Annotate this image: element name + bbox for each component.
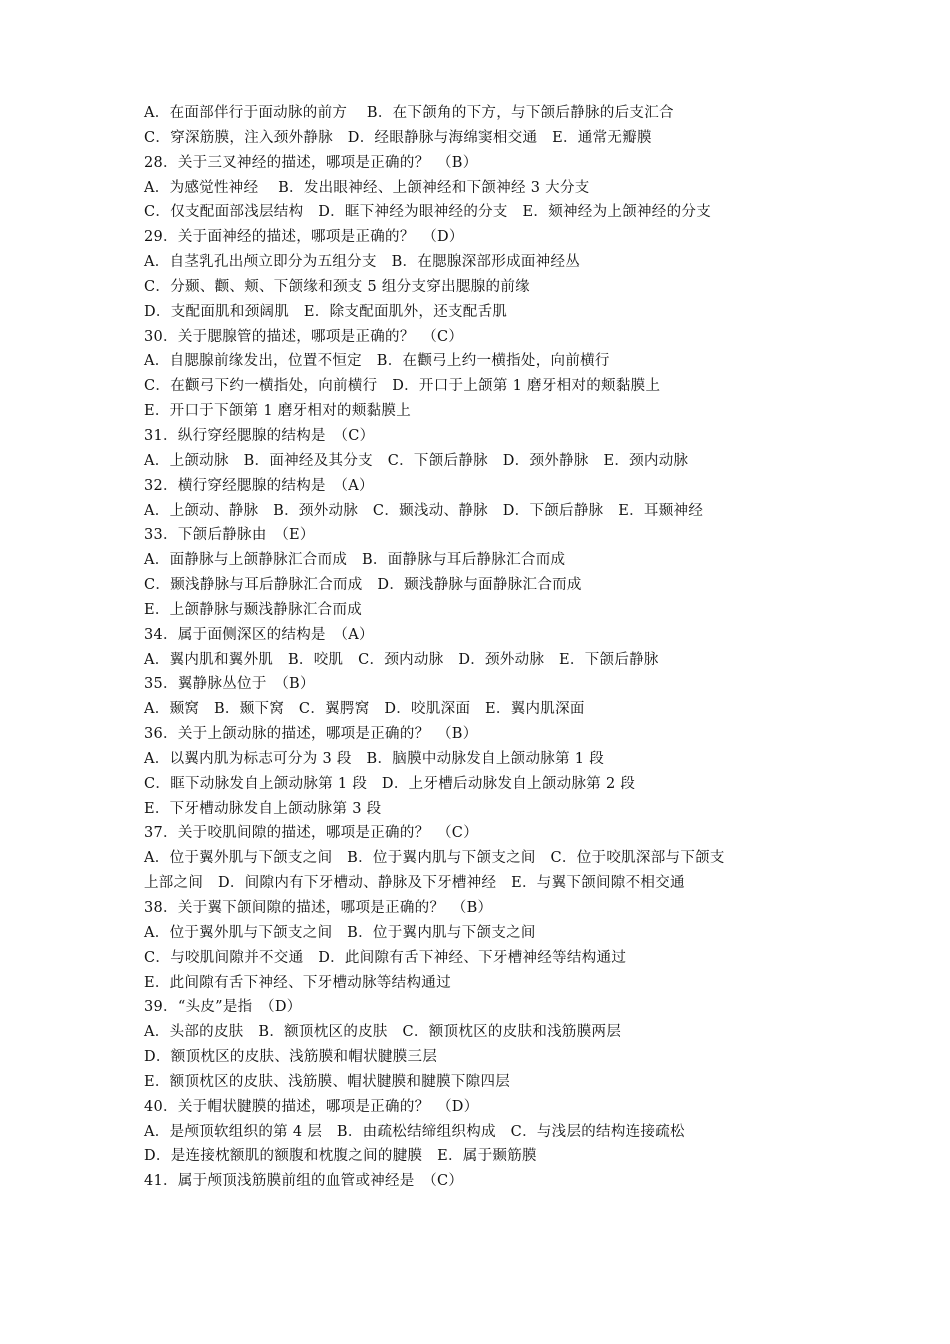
text-line: E．上颌静脉与颞浅静脉汇合而成 — [144, 601, 363, 618]
text-line: 32．横行穿经腮腺的结构是 （A） — [144, 477, 374, 494]
text-line: A．为感觉性神经 B．发出眼神经、上颌神经和下颌神经 3 大分支 — [144, 179, 590, 196]
text-line: 33．下颌后静脉由 （E） — [144, 527, 315, 544]
text-line: 34．属于面侧深区的结构是 （A） — [144, 626, 374, 643]
text-line: A．自腮腺前缘发出，位置不恒定 B．在颧弓上约一横指处，向前横行 — [144, 353, 610, 370]
text-line: E．下牙槽动脉发自上颌动脉第 3 段 — [144, 800, 382, 817]
text-line: 39．“头皮”是指 （D） — [144, 999, 302, 1016]
text-line: A．颞窝 B．颞下窝 C．翼腭窝 D．咬肌深面 E．翼内肌深面 — [144, 701, 585, 718]
text-line: A．上颌动、静脉 B．颈外动脉 C．颞浅动、静脉 D．下颌后静脉 E．耳颞神经 — [144, 502, 704, 519]
text-line: A．在面部伴行于面动脉的前方 B．在下颌角的下方，与下颌后静脉的后支汇合 — [144, 105, 674, 121]
text-line: 37．关于咬肌间隙的描述，哪项是正确的？ （C） — [144, 825, 478, 842]
text-line: C．颞浅静脉与耳后静脉汇合而成 D．颞浅静脉与面静脉汇合而成 — [144, 577, 582, 594]
text-line: A．以翼内肌为标志可分为 3 段 B．脑膜中动脉发自上颌动脉第 1 段 — [144, 750, 605, 767]
text-line: C．分颞、颧、颊、下颌缘和颈支 5 组分支穿出腮腺的前缘 — [144, 278, 530, 295]
text-line: 41．属于颅顶浅筋膜前组的血管或神经是 （C） — [144, 1173, 464, 1190]
text-line: A．面静脉与上颌静脉汇合而成 B．面静脉与耳后静脉汇合而成 — [144, 552, 566, 569]
text-line: 35．翼静脉丛位于 （B） — [144, 676, 315, 693]
text-line: C．仅支配面部浅层结构 D．眶下神经为眼神经的分支 E．颏神经为上颌神经的分支 — [144, 204, 712, 221]
text-line: A．自茎乳孔出颅立即分为五组分支 B．在腮腺深部形成面神经丛 — [144, 254, 581, 271]
text-line: A．位于翼外肌与下颌支之间 B．位于翼内肌与下颌支之间 C．位于咬肌深部与下颌支 — [144, 850, 725, 867]
text-line: 31．纵行穿经腮腺的结构是 （C） — [144, 427, 375, 444]
text-line: 40．关于帽状腱膜的描述，哪项是正确的？ （D） — [144, 1098, 479, 1115]
text-line: A．上颌动脉 B．面神经及其分支 C．下颌后静脉 D．颈外静脉 E．颈内动脉 — [144, 452, 689, 469]
text-line: 上部之间 D．间隙内有下牙槽动、静脉及下牙槽神经 E．与翼下颌间隙不相交通 — [144, 875, 685, 892]
text-line: E．额顶枕区的皮肤、浅筋膜、帽状腱膜和腱膜下隙四层 — [144, 1073, 511, 1090]
text-line: A．翼内肌和翼外肌 B．咬肌 C．颈内动脉 D．颈外动脉 E．下颌后静脉 — [144, 651, 659, 668]
text-line: C．与咬肌间隙并不交通 D．此间隙有舌下神经、下牙槽神经等结构通过 — [144, 949, 627, 966]
text-line: A．头部的皮肤 B．额顶枕区的皮肤 C．额顶枕区的皮肤和浅筋膜两层 — [144, 1024, 622, 1041]
text-line: 38．关于翼下颌间隙的描述，哪项是正确的？ （B） — [144, 900, 493, 916]
text-line: E．开口于下颌第 1 磨牙相对的颊黏膜上 — [144, 403, 412, 420]
text-line: A．位于翼外肌与下颌支之间 B．位于翼内肌与下颌支之间 — [144, 924, 536, 941]
text-line: 29．关于面神经的描述，哪项是正确的？ （D） — [144, 229, 464, 246]
text-line: C．在颧弓下约一横指处，向前横行 D．开口于上颌第 1 磨牙相对的颊黏膜上 — [144, 378, 661, 395]
text-line: C．穿深筋膜，注入颈外静脉 D．经眼静脉与海绵窦相交通 E．通常无瓣膜 — [144, 129, 652, 146]
text-line: D．支配面肌和颈阔肌 E．除支配面肌外，还支配舌肌 — [144, 303, 508, 320]
text-line: C．眶下动脉发自上颌动脉第 1 段 D．上牙槽后动脉发自上颌动脉第 2 段 — [144, 775, 636, 792]
text-line: A．是颅顶软组织的第 4 层 B．由疏松结缔组织构成 C．与浅层的结构连接疏松 — [144, 1123, 685, 1140]
question-text-block — [144, 101, 824, 1194]
text-line: E．此间隙有舌下神经、下牙槽动脉等结构通过 — [144, 974, 451, 991]
text-line: 30．关于腮腺管的描述，哪项是正确的？ （C） — [144, 328, 464, 345]
text-line: D．是连接枕额肌的额腹和枕腹之间的腱膜 E．属于颞筋膜 — [144, 1148, 537, 1165]
text-line: 28．关于三叉神经的描述，哪项是正确的？ （B） — [144, 154, 478, 171]
text-line: D．额顶枕区的皮肤、浅筋膜和帽状腱膜三层 — [144, 1049, 438, 1066]
text-line: 36．关于上颌动脉的描述，哪项是正确的？ （B） — [144, 726, 478, 743]
